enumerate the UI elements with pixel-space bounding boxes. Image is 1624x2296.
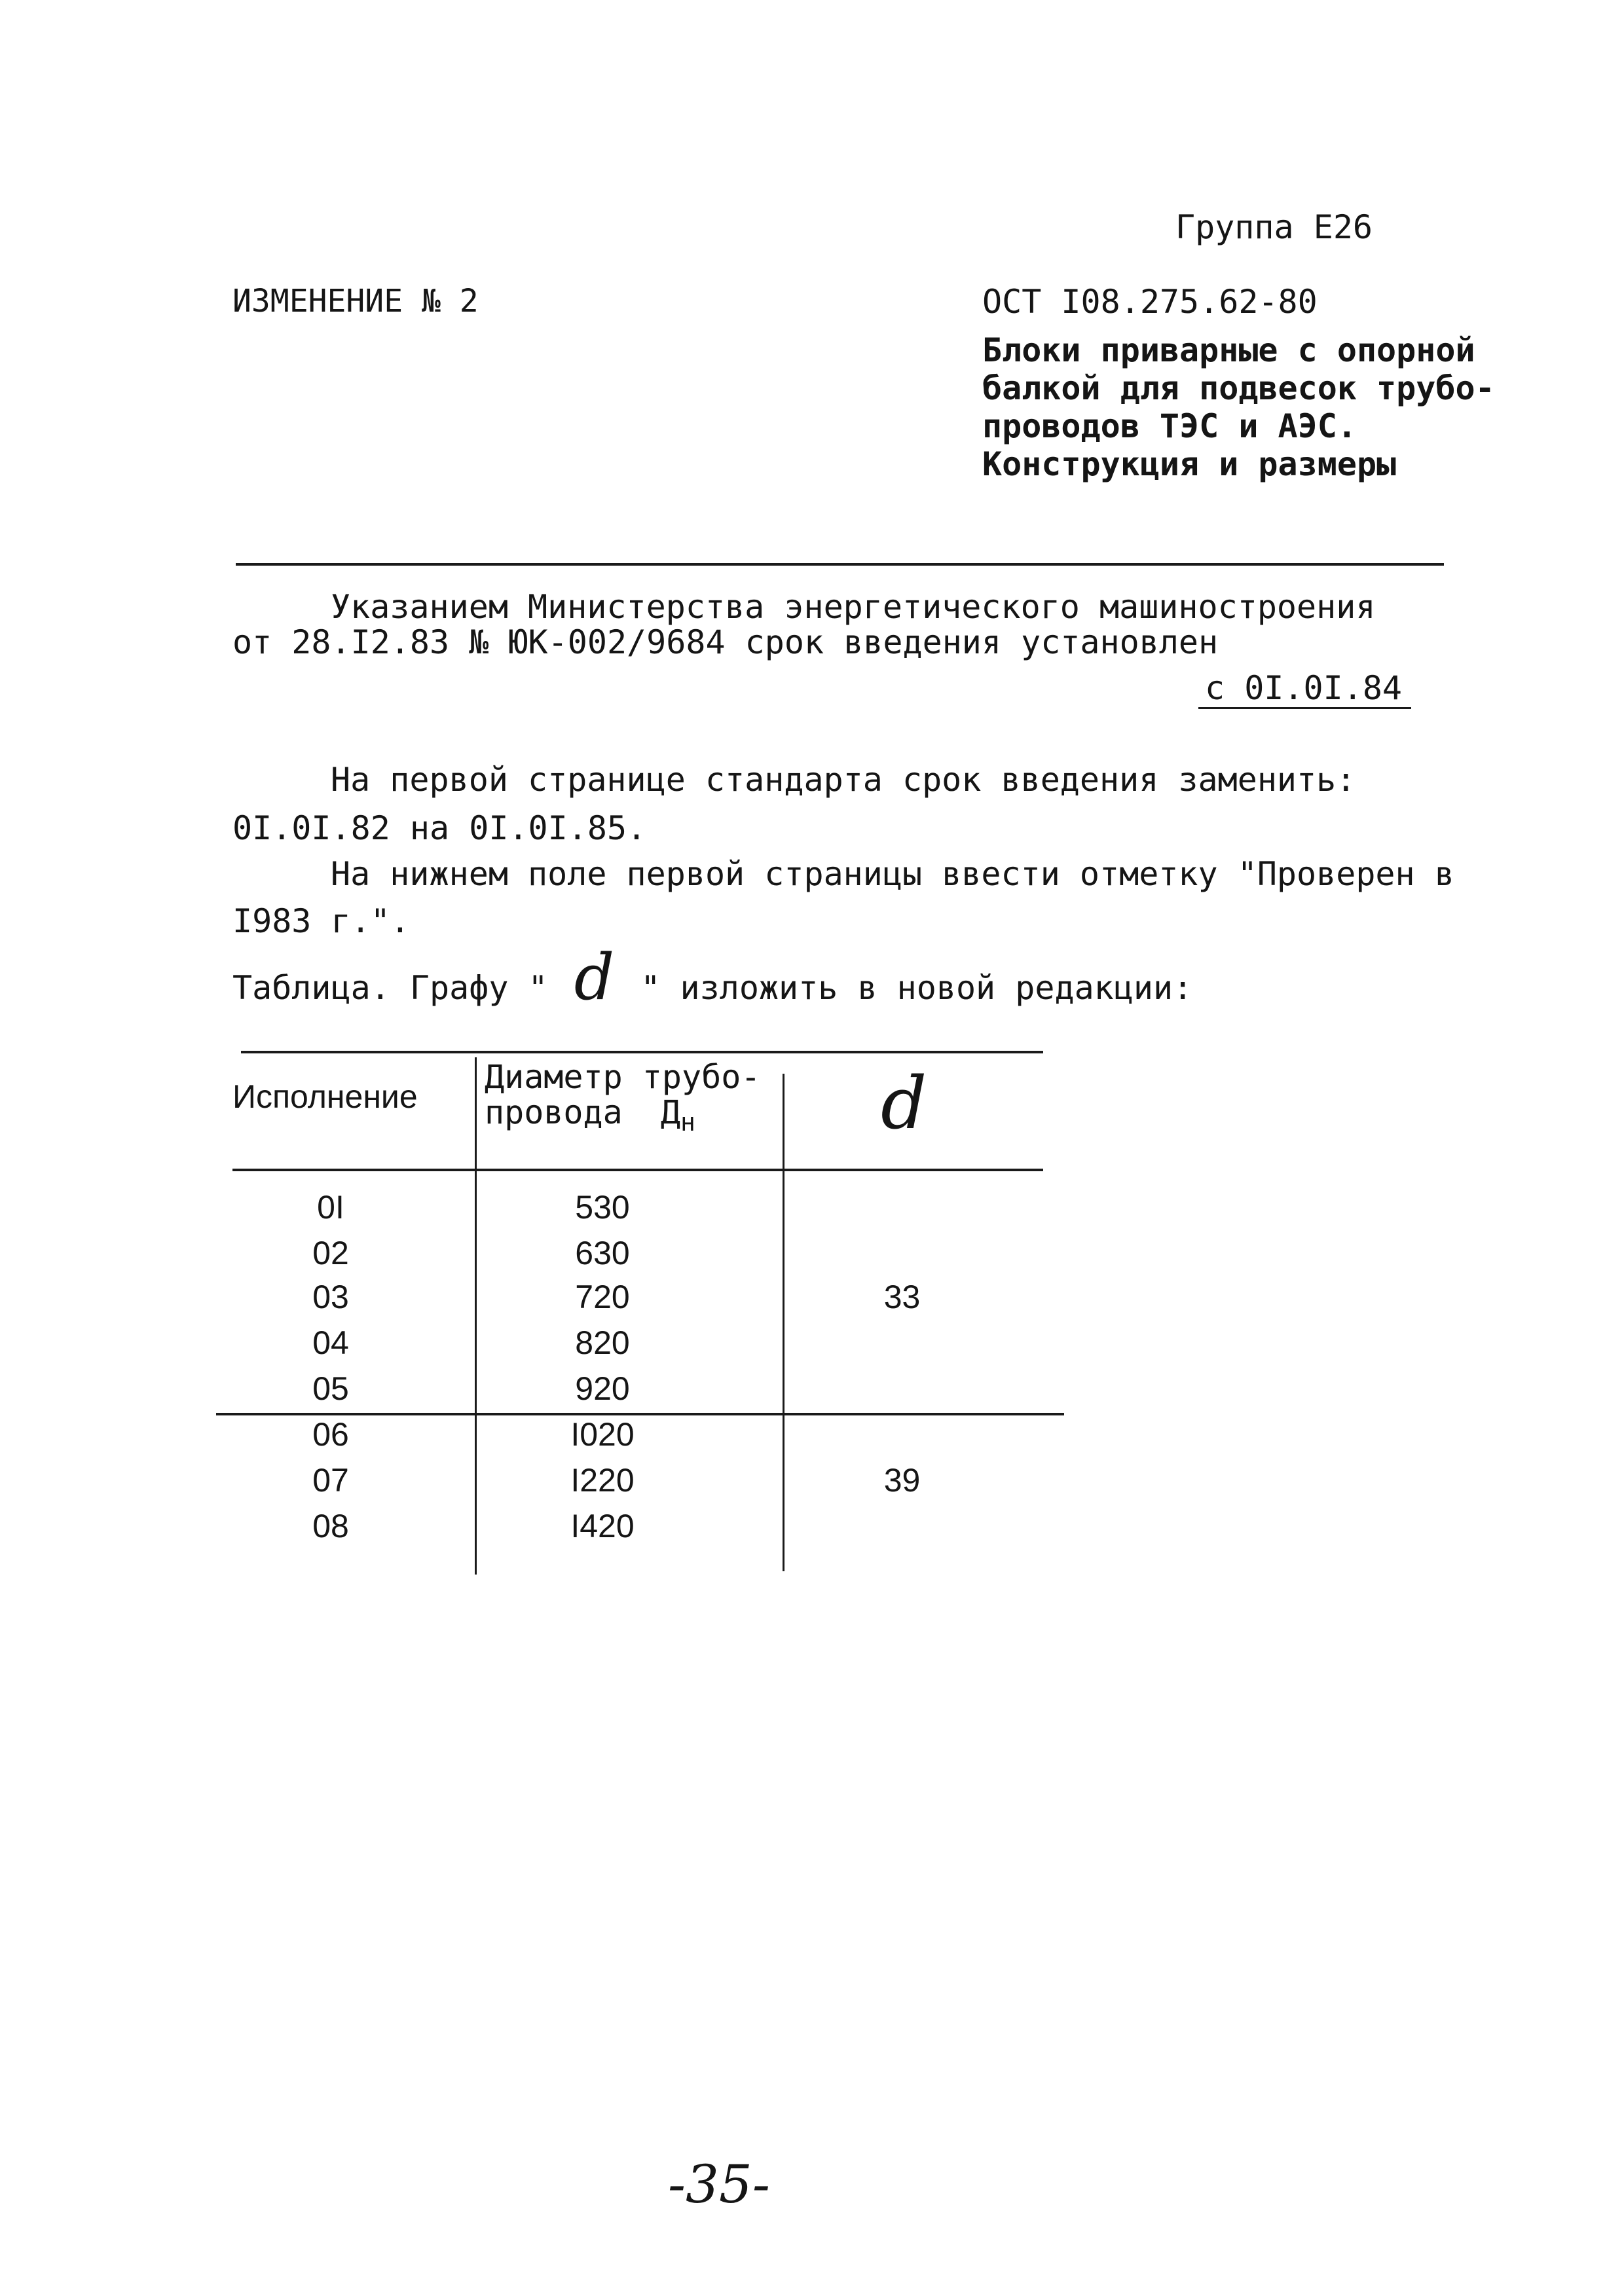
paragraph-3-suffix: " изложить в новой редакции: — [640, 969, 1193, 1007]
table-header-diameter-line-1: Диаметр трубо- — [485, 1058, 761, 1096]
table-cell-execution: 02 — [312, 1235, 349, 1271]
table-header-rule — [232, 1169, 1043, 1171]
table-header-d: d — [881, 1061, 927, 1145]
d-value-group-2: 39 — [883, 1462, 921, 1499]
title-line: Конструкция и размеры — [982, 445, 1397, 483]
table-cell-diameter: I420 — [570, 1508, 635, 1544]
table-cell-execution: 08 — [312, 1508, 349, 1544]
group-label: Группа Е26 — [1175, 208, 1373, 246]
table-cell-diameter: 530 — [575, 1189, 630, 1226]
date-underline — [1198, 707, 1411, 709]
table-cell-diameter: I020 — [570, 1416, 635, 1453]
table-header-execution: Исполнение — [232, 1078, 418, 1115]
paragraph-2-line-1: На нижнем поле первой страницы ввести отметку "Проверен в — [331, 855, 1454, 893]
table-cell-execution: 06 — [312, 1416, 349, 1453]
table-cell-diameter: 720 — [575, 1279, 630, 1315]
table-cell-diameter: 820 — [575, 1324, 630, 1361]
table-cell-diameter: 920 — [575, 1370, 630, 1407]
table-cell-execution: 05 — [312, 1370, 349, 1407]
table-column-divider-2 — [783, 1074, 784, 1571]
header-divider — [236, 563, 1444, 566]
title-line: Блоки приварные с опорной — [982, 331, 1475, 369]
page-number: -35- — [668, 2154, 770, 2215]
title-line: балкой для подвесок трубо- — [982, 369, 1495, 407]
table-header-diameter — [485, 1059, 760, 1140]
d-value-group-1: 33 — [883, 1279, 921, 1315]
table-cell-diameter: 630 — [575, 1235, 630, 1271]
paragraph-3 — [232, 941, 1193, 1014]
table-cell-execution: 04 — [312, 1324, 349, 1361]
table-cell-diameter: I220 — [570, 1462, 635, 1499]
paragraph-1-line-2: 0I.0I.82 на 0I.0I.85. — [232, 809, 647, 847]
amendment-title: ИЗМЕНЕНИЕ № 2 — [232, 283, 479, 319]
table-cell-execution: 07 — [312, 1462, 349, 1499]
title-line: проводов ТЭС и АЭС. — [982, 407, 1357, 445]
table-top-rule — [241, 1051, 1043, 1053]
paragraph-2-line-2: I983 г.". — [232, 902, 410, 940]
standard-number: ОСТ I08.275.62-80 — [982, 283, 1318, 321]
handwritten-d-symbol: d — [574, 941, 615, 1014]
standard-title — [982, 331, 1495, 483]
table-cell-execution: 03 — [312, 1279, 349, 1315]
diameter-symbol: Д — [660, 1093, 680, 1131]
directive-line-1: Указанием Министерства энергетического машиностроения — [331, 588, 1376, 626]
paragraph-3-prefix: Таблица. Графу " — [232, 969, 548, 1007]
directive-line-2: от 28.I2.83 № ЮК-002/9684 срок введения установлен — [232, 623, 1219, 661]
paragraph-1-line-1: На первой странице стандарта срок введения заменить: — [331, 761, 1356, 799]
table-cell-execution: 0I — [317, 1189, 344, 1226]
table-header-diameter-line-2: провода $Д_н$ — [485, 1093, 695, 1137]
effective-date: с 0I.0I.84 — [1205, 669, 1403, 707]
table-column-divider-1 — [475, 1057, 477, 1575]
diameter-subscript: н — [680, 1108, 695, 1137]
